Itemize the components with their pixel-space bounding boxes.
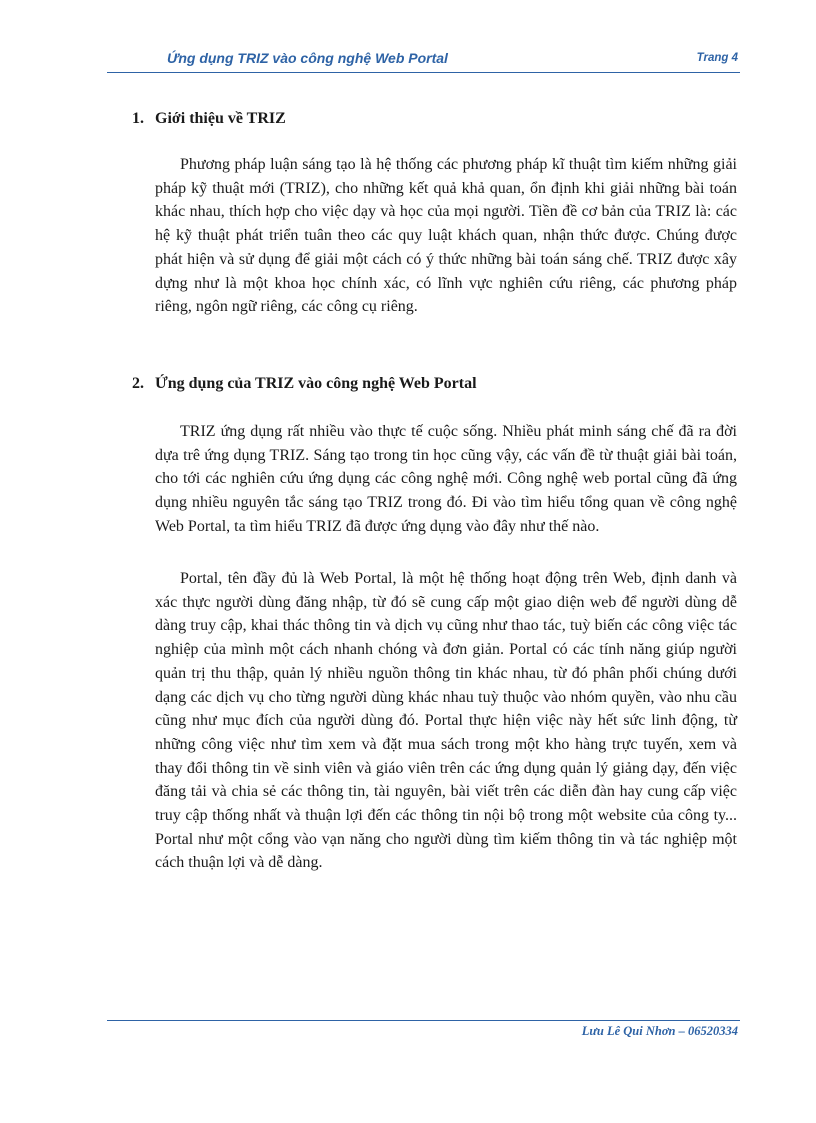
page-header xyxy=(107,48,740,76)
section-2-number: 2. xyxy=(132,375,144,392)
section-2-paragraph-1: TRIZ ứng dụng rất nhiều vào thực tế cuộc sống. Nhiều phát minh sáng chế đã ra đời dựa trê ứng dụng TRIZ. Sáng tạo trong tin học cũng vậy, các vấn đề từ thuật giải bài toán, cho tới các nghiên cứu ứng dụng các công nghệ mới. Công nghệ web portal cũng đã ứng dụng nhiều nguyên tắc sáng tạo TRIZ trong đó. Đi vào tìm hiểu tổng quan về công nghệ Web Portal, ta tìm hiểu TRIZ đã được ứng dụng vào đây như thế nào. xyxy=(155,423,737,535)
section-2-paragraph-2: Portal, tên đầy đủ là Web Portal, là một hệ thống hoạt động trên Web, định danh và xác thực người dùng đăng nhập, từ đó sẽ cung cấp một giao diện web để người dùng dễ dàng truy cập, khai thác thông tin và dịch vụ cũng như thao tác, tuỳ biến các công việc tác nghiệp của mình một cách nhanh chóng và đơn giản. Portal có các tính năng giúp người quản trị thu thập, quản lý nhiều nguồn thông tin khác nhau, từ đó phân phối chúng dưới dạng các dịch vụ cho từng người dùng khác nhau tuỳ thuộc vào nhóm quyền, vào nhu cầu cũng như mục đích của người dùng đó. Portal thực hiện việc này hết sức linh động, từ những công việc như tìm xem và đặt mua sách trong một kho hàng trực tuyến, xem và thay đổi thông tin về sinh viên và giáo viên trên các ứng dụng quản lý giảng dạy, đến việc đăng tải và chia sẻ các thông tin, tài nguyên, bài viết trên các diễn đàn hay cung cấp việc truy cập thống nhất và thuận lợi đến các thông tin nội bộ trong một website của công ty... Portal như một cổng vào vạn năng cho người dùng tìm kiếm thông tin và tác nghiệp một cách thuận lợi và dễ dàng. xyxy=(155,570,737,872)
section-2-title: Ứng dụng của TRIZ vào công nghệ Web Portal xyxy=(155,375,477,392)
footer-author: Lưu Lê Qui Nhơn – 06520334 xyxy=(581,1024,738,1038)
section-1-heading xyxy=(132,110,286,128)
header-divider xyxy=(107,72,740,73)
header-title: Ứng dụng TRIZ vào công nghệ Web Portal xyxy=(167,50,448,66)
section-1-title: Giới thiệu về TRIZ xyxy=(155,110,286,127)
section-2-heading xyxy=(132,375,477,393)
section-1-number: 1. xyxy=(132,110,144,127)
section-1-paragraph: Phương pháp luận sáng tạo là hệ thống các phương pháp kĩ thuật tìm kiếm những giải pháp kỹ thuật mới (TRIZ), cho những kết quả khả quan, ổn định khi giải những bài toán khác nhau, thích hợp cho việc dạy và học của mọi người. Tiền đề cơ bản của TRIZ là: các hệ kỹ thuật phát triển tuân theo các quy luật khách quan, nhận thức được. Chúng được phát hiện và sử dụng để giải một cách có ý thức những bài toán sáng chế. TRIZ được xây dựng như là một khoa học chính xác, có lĩnh vực nghiên cứu riêng, các phương pháp riêng, ngôn ngữ riêng, các công cụ riêng. xyxy=(155,156,737,316)
page-number: Trang 4 xyxy=(696,52,738,64)
footer-divider xyxy=(107,1020,740,1021)
